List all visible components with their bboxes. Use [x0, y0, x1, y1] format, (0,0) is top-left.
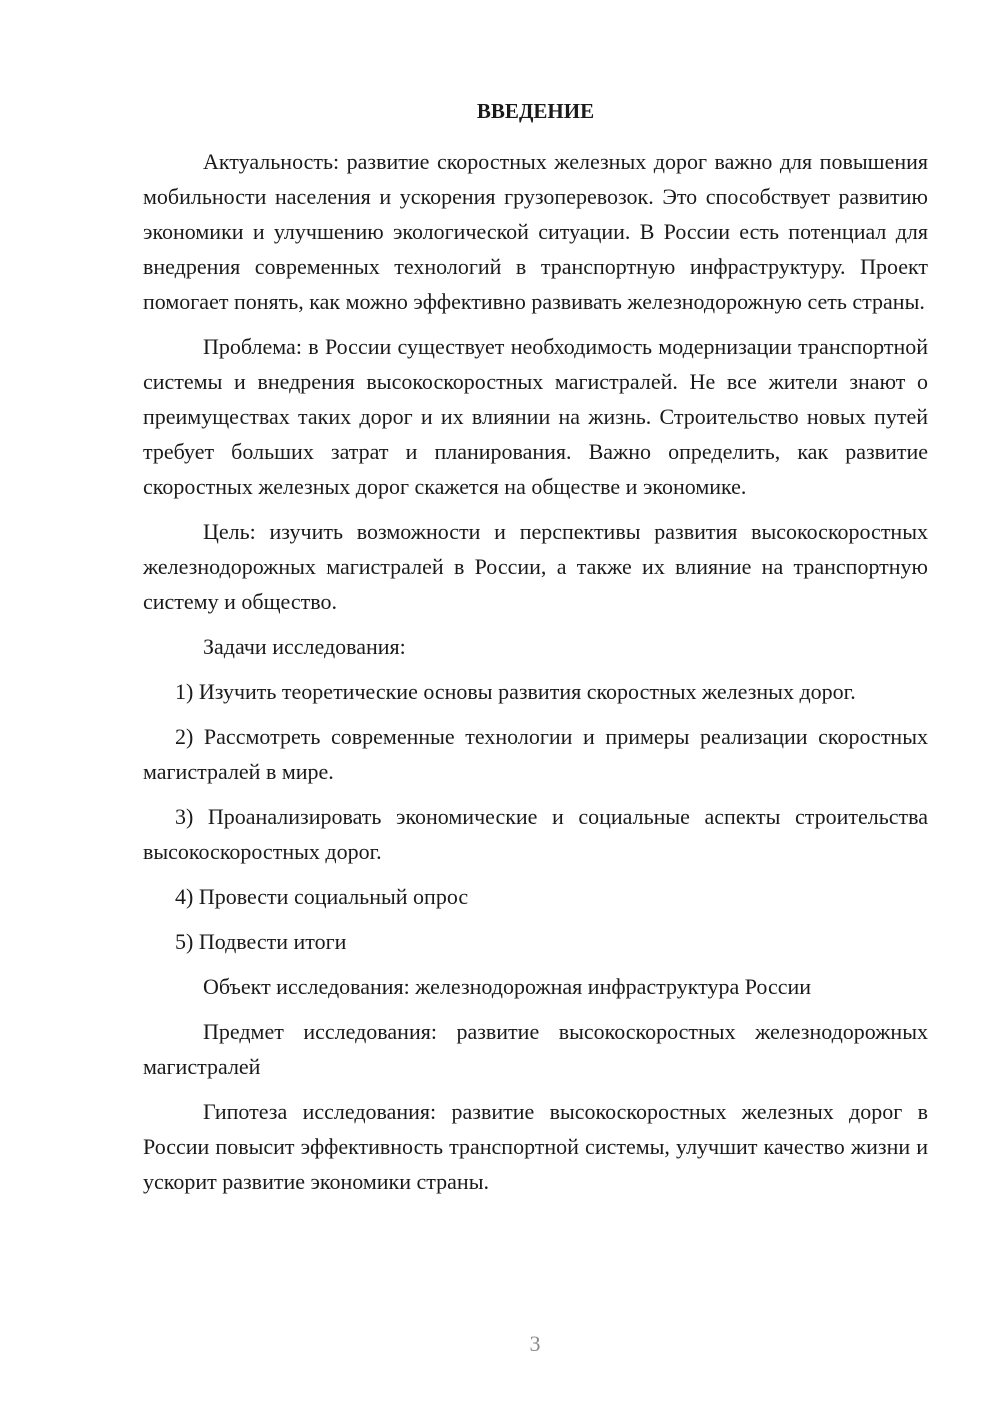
problem-paragraph: Проблема: в России существует необходимость модернизации транспортной системы и внедрения высокоскоростных магистралей. Не все жители знают о преимуществах таких дорог и их влиянии на жизнь. Строительство новых путей требует больших затрат и планирования. Важно определить, как развитие скоростных железных дорог скажется на обществе и экономике. [143, 334, 928, 499]
object-paragraph: Объект исследования: железнодорожная инфраструктура России [203, 974, 812, 999]
hypothesis-paragraph: Гипотеза исследования: развитие высокоскоростных железных дорог в России повысит эффективность транспортной системы, улучшит качество жизни и ускорит развитие экономики страны. [143, 1099, 928, 1194]
task-item-5: 5) Подвести итоги [175, 929, 347, 954]
task-item-4: 4) Провести социальный опрос [175, 884, 469, 909]
task-item-2: 2) Рассмотреть современные технологии и примеры реализации скоростных магистралей в мире. [143, 724, 928, 784]
goal-paragraph: Цель: изучить возможности и перспективы развития высокоскоростных железнодорожных магистралей в России, а также их влияние на транспортную систему и общество. [143, 519, 928, 614]
page-title: ВВЕДЕНИЕ [476, 99, 595, 123]
task-item-3: 3) Проанализировать экономические и социальные аспекты строительства высокоскоростных дорог. [143, 804, 928, 864]
document-page [143, 94, 928, 1209]
subject-paragraph: Предмет исследования: развитие высокоскоростных железнодорожных магистралей [143, 1019, 928, 1079]
page-number: 3 [529, 1331, 541, 1356]
tasks-heading: Задачи исследования: [203, 634, 406, 659]
task-item-1: 1) Изучить теоретические основы развития скоростных железных дорог. [175, 679, 856, 704]
relevance-paragraph: Актуальность: развитие скоростных железных дорог важно для повышения мобильности населения и ускорения грузоперевозок. Это способствует развитию экономики и улучшению экологической ситуации. В России есть потенциал для внедрения современных технологий в транспортную инфраструктуру. Проект помогает понять, как можно эффективно развивать железнодорожную сеть страны. [143, 149, 928, 314]
